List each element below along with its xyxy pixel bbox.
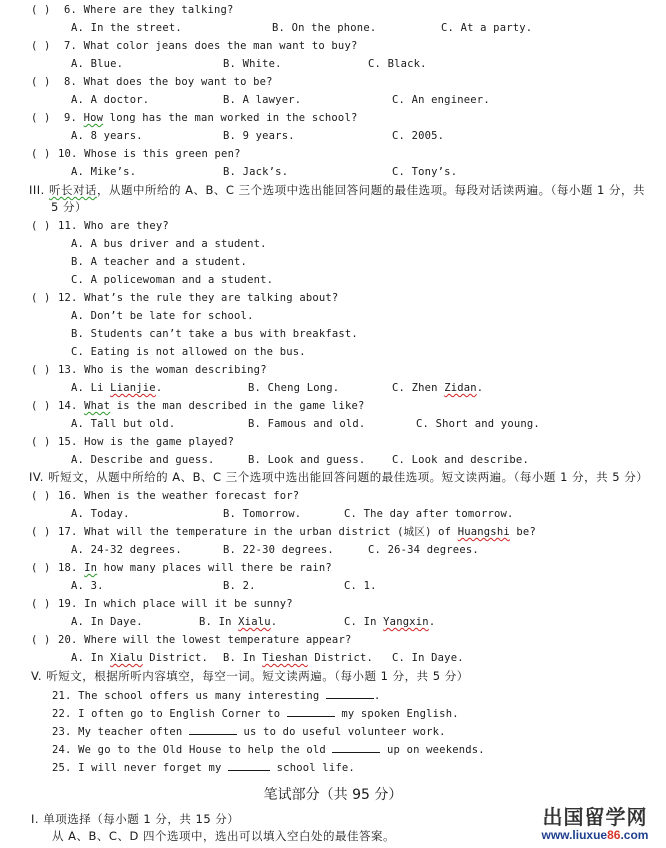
answer-blank[interactable]	[228, 759, 270, 771]
option-c: C. In Daye.	[392, 652, 464, 664]
option-c: C. Zhen Zidan.	[392, 382, 484, 394]
option-c: C. Short and young.	[416, 418, 540, 430]
answer-blank[interactable]: ( )	[31, 220, 51, 232]
question-number: 20.	[58, 634, 78, 646]
question-text: When is the weather forecast for?	[84, 490, 300, 502]
question-number: 19.	[58, 598, 78, 610]
question-text: Who is the woman describing?	[84, 364, 267, 376]
section-instruction-cont: 5 分）	[51, 200, 87, 214]
answer-blank[interactable]	[326, 687, 374, 699]
option-a: A. In Xialu District.	[71, 652, 208, 664]
question-text: What’s the rule they are talking about?	[84, 292, 339, 304]
option-b: B. A teacher and a student.	[71, 256, 248, 268]
option-a: A. 24-32 degrees.	[71, 544, 182, 556]
question-text: long has the man worked in the school?	[103, 112, 358, 124]
spelling-flagged-word: Xialu	[238, 616, 271, 628]
item-text-before: I will never forget my	[78, 762, 222, 774]
option-c: C. Eating is not allowed on the bus.	[71, 346, 306, 358]
option-b: B. 2.	[223, 580, 256, 592]
item-number: 25.	[52, 762, 72, 774]
answer-blank[interactable]: ( )	[31, 490, 51, 502]
option-c: C. 1.	[344, 580, 377, 592]
question-number: 8.	[64, 76, 78, 88]
item-text-before: We go to the Old House to help the old	[78, 744, 326, 756]
answer-blank[interactable]: ( )	[31, 112, 51, 124]
option-b: B. Famous and old.	[248, 418, 366, 430]
item-text-after: my spoken English.	[341, 708, 459, 720]
grammar-flagged-word: What	[84, 400, 111, 412]
option-b: B. Jack’s.	[223, 166, 289, 178]
option-c: C. 26-34 degrees.	[368, 544, 479, 556]
item-text-after: school life.	[276, 762, 355, 774]
answer-blank[interactable]: ( )	[31, 40, 51, 52]
option-b: B. Cheng Long.	[248, 382, 340, 394]
question-text: how many places will there be rain?	[97, 562, 332, 574]
grammar-flagged-word: 听长对话	[49, 183, 97, 197]
item-number: 23.	[52, 726, 72, 738]
question-number: 6.	[64, 4, 78, 16]
item-text-before: The school offers us many interesting	[78, 690, 320, 702]
option-b: B. On the phone.	[272, 22, 377, 34]
answer-blank[interactable]	[332, 741, 380, 753]
written-part-title: 笔试部分（共 95 分）	[263, 787, 403, 803]
question-text: Whose is this green pen?	[84, 148, 241, 160]
fill-blank-22	[52, 705, 459, 721]
item-number: 24.	[52, 744, 72, 756]
written-section-1-instruction: 从 A、B、C、D 四个选项中，选出可以填入空白处的最佳答案。	[52, 829, 395, 843]
option-c: C. The day after tomorrow.	[344, 508, 514, 520]
section-instruction: ，从题中所给的 A、B、C 三个选项中选出能回答问题的最佳选项。每段对话读两遍。（每小题 1 分，共	[97, 183, 645, 197]
option-a: A. In the street.	[71, 22, 182, 34]
section-title: 单项选择（每小题 1 分，共 15 分）	[43, 812, 240, 826]
option-a: A. Li Lianjie.	[71, 382, 163, 394]
question-number: 17.	[58, 526, 78, 538]
answer-blank[interactable]: ( )	[31, 598, 51, 610]
spelling-flagged-word: Huangshi	[457, 526, 510, 538]
option-c: C. In Yangxin.	[344, 616, 436, 628]
option-b: B. 22-30 degrees.	[223, 544, 334, 556]
spelling-flagged-word: Xialu	[110, 652, 143, 664]
option-a: A. Today.	[71, 508, 130, 520]
option-a: A. Mike’s.	[71, 166, 137, 178]
fill-blank-25	[52, 759, 355, 775]
option-b: B. A lawyer.	[223, 94, 302, 106]
option-c: C. A policewoman and a student.	[71, 274, 274, 286]
question-number: 11.	[58, 220, 78, 232]
option-a: A. 3.	[71, 580, 104, 592]
grammar-flagged-word: In	[84, 562, 98, 574]
option-b: B. In Tieshan District.	[223, 652, 374, 664]
answer-blank[interactable]: ( )	[31, 4, 51, 16]
option-c: C. Black.	[368, 58, 427, 70]
section-numeral: III.	[29, 183, 45, 197]
option-b: B. In Xialu.	[199, 616, 278, 628]
watermark-logo	[530, 806, 660, 842]
option-c: C. Tony’s.	[392, 166, 458, 178]
option-c: C. At a party.	[441, 22, 533, 34]
item-text-after: up on weekends.	[387, 744, 485, 756]
watermark-site-name: 出国留学网	[542, 805, 648, 829]
answer-blank[interactable]: ( )	[31, 76, 51, 88]
question-text: What color jeans does the man want to buy?	[83, 40, 358, 52]
question-number: 10.	[58, 148, 78, 160]
option-b: B. Tomorrow.	[223, 508, 302, 520]
answer-blank[interactable]: ( )	[31, 400, 51, 412]
question-text: Where will the lowest temperature appear?	[84, 634, 352, 646]
option-b: B. Students can’t take a bus with breakfast.	[71, 328, 358, 340]
spelling-flagged-word: Zidan	[444, 382, 477, 394]
answer-blank[interactable]: ( )	[31, 526, 51, 538]
question-number: 14.	[58, 400, 78, 412]
answer-blank[interactable]: ( )	[31, 634, 51, 646]
option-b: B. 9 years.	[223, 130, 295, 142]
answer-blank[interactable]	[189, 723, 237, 735]
question-text: is the man described in the game like?	[110, 400, 365, 412]
option-c: C. 2005.	[392, 130, 445, 142]
option-b: B. White.	[223, 58, 282, 70]
section-numeral: IV.	[29, 470, 44, 484]
answer-blank[interactable]: ( )	[31, 364, 51, 376]
option-b: B. Look and guess.	[248, 454, 366, 466]
option-a: A. Blue.	[71, 58, 124, 70]
spelling-flagged-word: Lianjie	[110, 382, 156, 394]
answer-blank[interactable]	[287, 705, 335, 717]
question-text: Who are they?	[84, 220, 169, 232]
section-instruction: 听短文，从题中所给的 A、B、C 三个选项中选出能回答问题的最佳选项。短文读两遍。（每小题 1 分，共 5 分）	[48, 470, 649, 484]
section-numeral: V.	[31, 669, 43, 683]
fill-blank-24	[52, 741, 485, 757]
item-text-before: I often go to English Corner to	[78, 708, 281, 720]
option-a: A. In Daye.	[71, 616, 143, 628]
spelling-flagged-word: Tieshan	[262, 652, 308, 664]
option-c: C. An engineer.	[392, 94, 490, 106]
option-a: A. A bus driver and a student.	[71, 238, 267, 250]
spelling-flagged-word: Yangxin	[383, 616, 429, 628]
grammar-flagged-word: How	[83, 112, 104, 124]
question-number: 13.	[58, 364, 78, 376]
option-a: A. Don’t be late for school.	[71, 310, 254, 322]
answer-blank[interactable]: ( )	[31, 436, 51, 448]
question-text: What will the temperature in the urban district (城区) of	[84, 526, 458, 538]
item-number: 22.	[52, 708, 72, 720]
question-number: 16.	[58, 490, 78, 502]
option-a: A. Describe and guess.	[71, 454, 215, 466]
item-text-after: .	[373, 690, 381, 702]
item-text-after: us to do useful volunteer work.	[243, 726, 446, 738]
question-text: What does the boy want to be?	[83, 76, 273, 88]
answer-blank[interactable]: ( )	[31, 562, 51, 574]
question-number: 7.	[64, 40, 78, 52]
watermark-url: www.liuxue86.com	[541, 828, 649, 842]
option-a: A. Tall but old.	[71, 418, 176, 430]
fill-blank-23	[52, 723, 446, 739]
question-text: Where are they talking?	[83, 4, 234, 16]
item-text-before: My teacher often	[78, 726, 183, 738]
section-numeral: I.	[31, 812, 40, 826]
fill-blank-21	[52, 687, 380, 703]
answer-blank[interactable]: ( )	[31, 148, 51, 160]
question-number: 12.	[58, 292, 78, 304]
written-section-1-header	[31, 812, 239, 826]
answer-blank[interactable]: ( )	[31, 292, 51, 304]
option-c: C. Look and describe.	[392, 454, 529, 466]
question-number: 15.	[58, 436, 78, 448]
item-number: 21.	[52, 690, 72, 702]
question-number: 18.	[58, 562, 78, 574]
question-text: In which place will it be sunny?	[84, 598, 293, 610]
option-a: A. A doctor.	[71, 94, 150, 106]
section-instruction: 听短文，根据所听内容填空，每空一词。短文读两遍。（每小题 1 分，共 5 分）	[46, 669, 469, 683]
question-number: 9.	[64, 112, 78, 124]
option-a: A. 8 years.	[71, 130, 143, 142]
question-text: How is the game played?	[84, 436, 235, 448]
